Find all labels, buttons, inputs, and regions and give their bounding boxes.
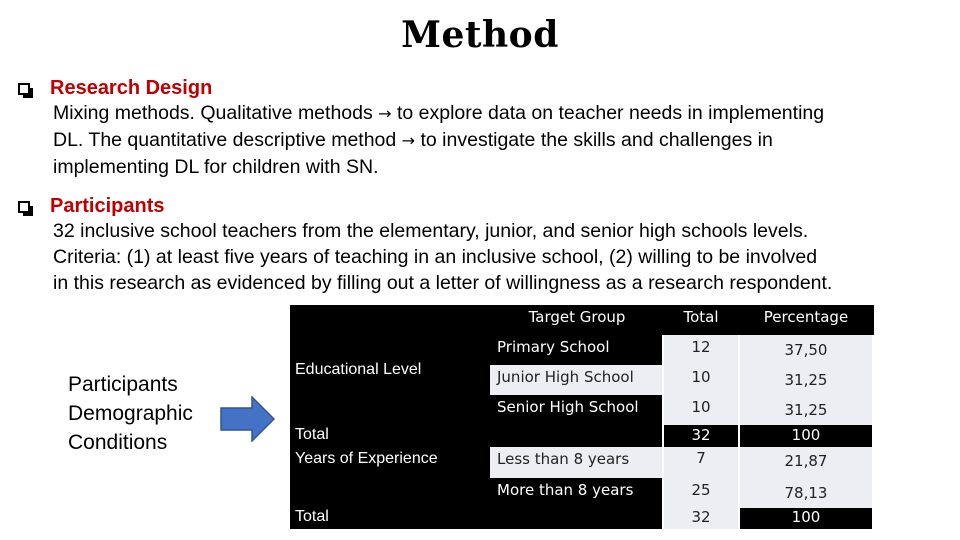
table-row-group: Senior High School — [490, 395, 664, 425]
table-cell-total: 10 — [664, 395, 738, 425]
table-cell-percentage: 78,13 — [740, 478, 872, 508]
label-line: Conditions — [68, 431, 168, 454]
research-design-heading — [18, 77, 212, 100]
table-cell-percentage: 21,87 — [740, 447, 872, 478]
participants-title: Participants — [50, 195, 165, 217]
table-row-group: Junior High School — [490, 365, 664, 395]
table-row-group — [490, 425, 664, 447]
header-total: Total — [664, 308, 738, 334]
text-line: 32 inclusive school teachers from the elementary, junior, and senior high schools levels. — [53, 220, 809, 242]
demographics-table — [290, 305, 874, 529]
category-column — [290, 305, 490, 529]
educational-level-label: Educational Level — [295, 361, 485, 385]
text-line: DL. The quantitative descriptive method → to investigate the skills and challenges in — [53, 129, 773, 151]
table-cell-percentage: 31,25 — [740, 365, 872, 395]
table-cell-percentage: 31,25 — [740, 395, 872, 425]
table-cell-total: 12 — [664, 335, 738, 365]
table-cell-total: 25 — [664, 478, 738, 508]
right-arrow-icon: → — [378, 104, 392, 123]
research-design-text — [53, 100, 824, 180]
right-arrow-icon — [220, 396, 276, 442]
text-line: Criteria: (1) at least five years of teaching in an inclusive school, (2) willing to be involved — [53, 246, 818, 268]
table-cell-total: 10 — [664, 365, 738, 395]
participants-heading — [18, 195, 164, 218]
table-row-group — [490, 508, 664, 529]
table-cell-percentage: 37,50 — [740, 335, 872, 365]
header-target-group: Target Group — [490, 308, 664, 334]
table-cell-total: 32 — [664, 425, 738, 447]
participants-demographic-label — [68, 370, 193, 457]
checkbox-bullet-icon — [18, 83, 30, 95]
header-percentage: Percentage — [740, 308, 872, 334]
text-line: Mixing methods. Qualitative methods → to explore data on teacher needs in implementing — [53, 102, 825, 124]
table-row-group: Less than 8 years — [490, 447, 664, 478]
table-cell-total: 32 — [664, 508, 738, 529]
experience-total-label: Total — [295, 508, 485, 529]
years-experience-label: Years of Experience — [295, 450, 485, 474]
table-cell-percentage: 100 — [740, 425, 872, 447]
right-arrow-icon: → — [401, 131, 416, 150]
table-cell-total: 7 — [664, 447, 738, 478]
column-divider — [738, 335, 740, 529]
label-line: Participants — [68, 373, 178, 396]
research-design-title: Research Design — [50, 77, 213, 99]
table-row-group: Primary School — [490, 335, 664, 365]
text-line: in this research as evidenced by filling out a letter of willingness as a research respondent. — [53, 272, 833, 294]
table-cell-percentage: 100 — [740, 508, 872, 529]
checkbox-bullet-icon — [18, 201, 30, 213]
text-line: implementing DL for children with SN. — [53, 156, 379, 178]
label-line: Demographic — [68, 402, 193, 425]
slide-title: Method — [401, 14, 559, 56]
table-row-group: More than 8 years — [490, 478, 664, 508]
column-divider — [662, 335, 664, 529]
education-total-label: Total — [295, 426, 485, 448]
participants-text — [53, 218, 832, 296]
